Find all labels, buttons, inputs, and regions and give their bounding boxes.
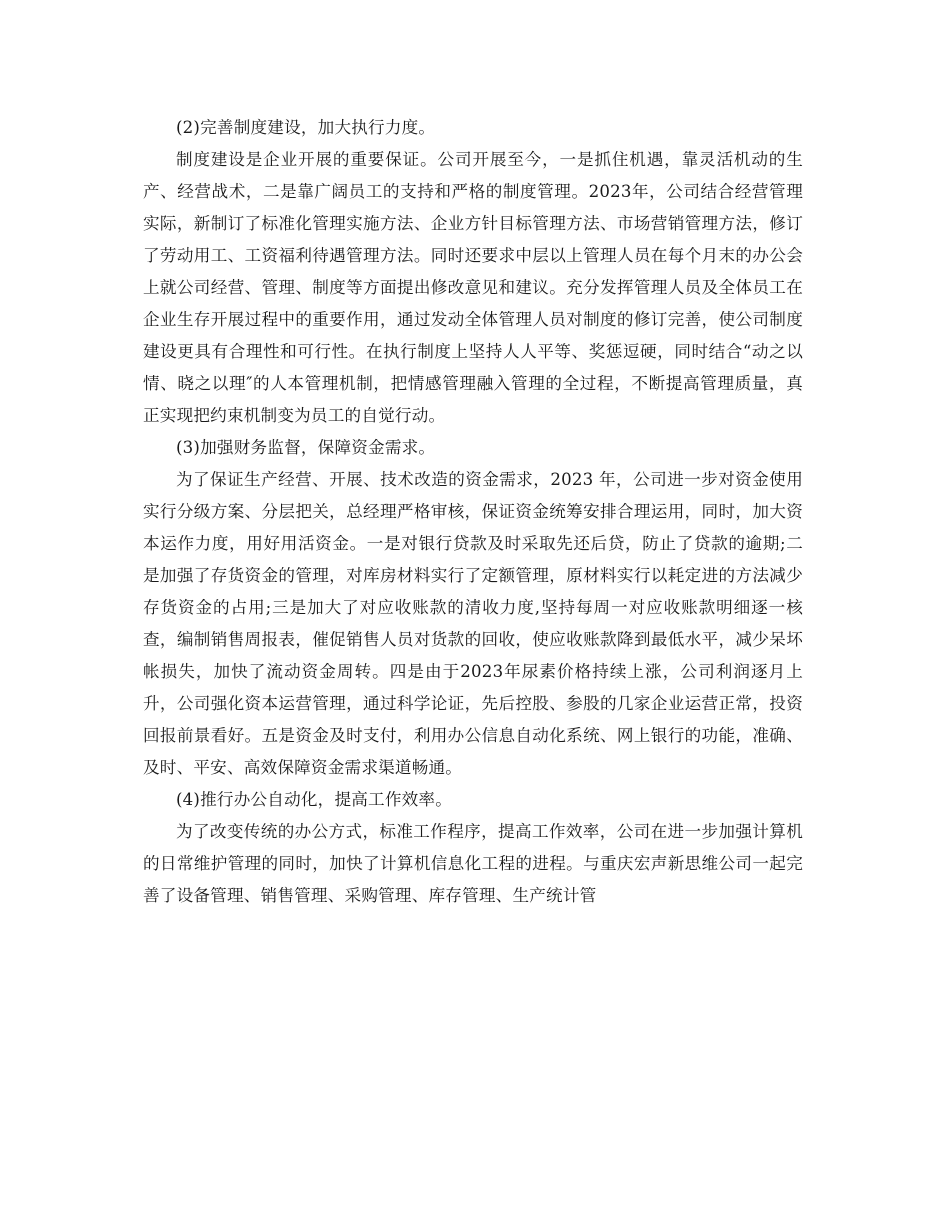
section-body-2: 制度建设是企业开展的重要保证。公司开展至今，一是抓住机遇，靠灵活机动的生产、经营战术，二是靠广阔员工的支持和严格的制度管理。2023年，公司结合经营管理实际，新制订了标准化管理实施方法、企业方针目标管理方法、市场营销管理方法，修订了劳动用工、工资福利待遇管理方法。同时还要求中层以上管理人员在每个月末的办公会上就公司经营、管理、制度等方面提出修改意见和建议。充分发挥管理人员及全体员工在企业生存开展过程中的重要作用，通过发动全体管理人员对制度的修订完善，使公司制度建设更具有合理性和可行性。在执行制度上坚持人人平等、奖惩逗硬，同时结合“动之以情、晓之以理″的人本管理机制，把情感管理融入管理的全过程，不断提高管理质量，真正实现把约束机制变为员工的自觉行动。 bbox=[143, 150, 803, 425]
document-page bbox=[143, 112, 803, 912]
section-heading-2: (2)完善制度建设，加大执行力度。 bbox=[176, 118, 436, 137]
section-body-4: 为了改变传统的办公方式，标准工作程序，提高工作效率，公司在进一步加强计算机的日常维护管理的同时，加快了计算机信息化工程的进程。与重庆宏声新思维公司一起完善了设备管理、销售管理、采购管理、库存管理、生产统计管 bbox=[143, 822, 803, 905]
section-heading-3: (3)加强财务监督，保障资金需求。 bbox=[176, 438, 436, 457]
section-body-3: 为了保证生产经营、开展、技术改造的资金需求，2023 年，公司进一步对资金使用实行分级方案、分层把关，总经理严格审核，保证资金统筹安排合理运用，同时，加大资本运作力度，用好用活资金。一是对银行贷款及时采取先还后贷，防止了贷款的逾期;二是加强了存货资金的管理，对库房材料实行了定额管理，原材料实行以耗定进的方法减少存货资金的占用;三是加大了对应收账款的清收力度,坚持每周一对应收账款明细逐一核查，编制销售周报表，催促销售人员对货款的回收，使应收账款降到最低水平，减少呆坏帐损失，加快了流动资金周转。四是由于2023年尿素价格持续上涨，公司利润逐月上升，公司强化资本运营管理，通过科学论证，先后控股、参股的几家企业运营正常，投资回报前景看好。五是资金及时支付，利用办公信息自动化系统、网上银行的功能，准确、及时、平安、高效保障资金需求渠道畅通。 bbox=[143, 470, 803, 777]
section-heading-4: (4)推行办公自动化，提高工作效率。 bbox=[176, 790, 453, 809]
